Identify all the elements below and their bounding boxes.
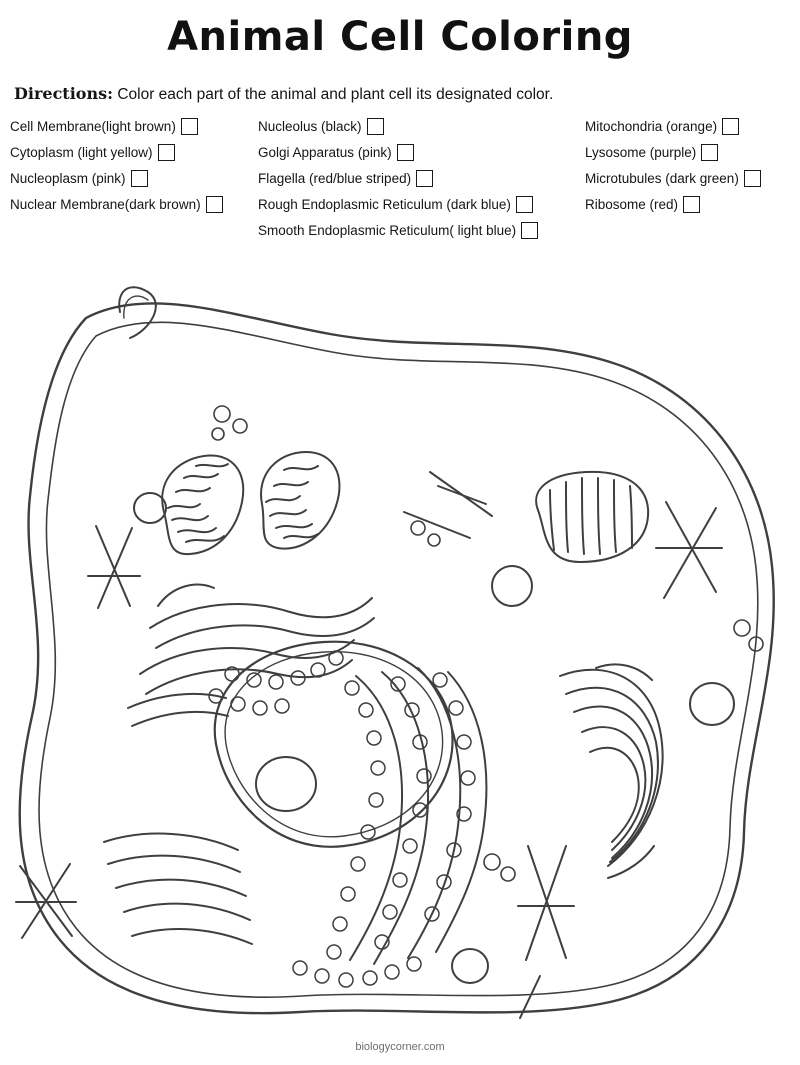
vesicle-5 [428,534,440,546]
mitochondrion-2 [261,452,339,549]
checkbox-cytoplasm[interactable] [158,144,175,161]
vesicle-8 [484,854,500,870]
lysosome-2 [492,566,532,606]
nucleoplasm-outline [225,652,443,837]
list-item[interactable] [585,118,800,135]
checklist-column-2 [258,118,588,248]
ribosomes [209,651,475,959]
checklist-label: Mitochondria (orange) [585,119,718,134]
list-item[interactable] [10,196,260,213]
checkbox-lysosome[interactable] [701,144,718,161]
microtubules [16,472,722,1018]
coloring-checklist [0,118,800,268]
page-title: Animal Cell Coloring [167,14,633,60]
list-item[interactable] [258,144,588,161]
checkbox-golgi-apparatus[interactable] [397,144,414,161]
lysosome-4 [452,949,488,983]
list-item[interactable] [585,170,800,187]
directions-label: Directions: [14,84,113,103]
checklist-column-1 [10,118,260,222]
worksheet-page [0,8,800,1065]
list-item[interactable] [10,170,260,187]
checklist-label: Rough Endoplasmic Reticulum (dark blue) [258,197,511,212]
lower-tubules [104,834,252,944]
checkbox-flagella[interactable] [416,170,433,187]
site-credit: biologycorner.com [355,1041,445,1053]
flagellum-2 [124,296,148,318]
vesicle-9 [501,867,515,881]
checkbox-nucleolus[interactable] [367,118,384,135]
vesicle-3 [212,428,224,440]
checklist-label: Nucleolus (black) [258,119,362,134]
list-item[interactable] [258,170,588,187]
list-item[interactable] [258,118,588,135]
smooth-endoplasmic-reticulum [128,585,374,726]
vesicle-1 [214,406,230,422]
cell-membrane-outline [20,303,774,1013]
mitochondrion-1 [162,455,243,554]
list-item[interactable] [585,196,800,213]
checklist-label: Smooth Endoplasmic Reticulum( light blue) [258,223,517,238]
animal-cell-diagram [0,276,800,1036]
list-item[interactable] [10,118,260,135]
lysosome-3 [690,683,734,725]
checkbox-nucleoplasm[interactable] [131,170,148,187]
checklist-label: Cytoplasm (light yellow) [10,145,153,160]
golgi-apparatus [560,664,663,878]
mitochondrion-3 [536,472,648,562]
directions-text: Color each part of the animal and plant cell its designated color. [117,86,554,103]
list-item[interactable] [258,222,588,239]
checkbox-smooth-er[interactable] [521,222,538,239]
checklist-label: Microtubules (dark green) [585,171,739,186]
checklist-label: Cell Membrane(light brown) [10,119,176,134]
cytoplasm-outline [39,322,758,997]
checkbox-rough-er[interactable] [516,196,533,213]
list-item[interactable] [585,144,800,161]
checkbox-microtubules[interactable] [744,170,761,187]
checkbox-nuclear-membrane[interactable] [206,196,223,213]
checklist-label: Flagella (red/blue striped) [258,171,412,186]
list-item[interactable] [258,196,588,213]
vesicle-6 [734,620,750,636]
checklist-label: Lysosome (purple) [585,145,697,160]
checkbox-ribosome[interactable] [683,196,700,213]
checkbox-mitochondria[interactable] [722,118,739,135]
checklist-label: Ribosome (red) [585,197,679,212]
checklist-label: Nucleoplasm (pink) [10,171,126,186]
vesicle-2 [233,419,247,433]
ribosomes-lower [293,957,421,987]
checkbox-cell-membrane[interactable] [181,118,198,135]
checklist-label: Golgi Apparatus (pink) [258,145,392,160]
list-item[interactable] [10,144,260,161]
checklist-label: Nuclear Membrane(dark brown) [10,197,201,212]
directions [14,84,800,104]
flagellum-1 [119,287,156,338]
nucleolus [256,757,316,811]
vesicle-4 [411,521,425,535]
lysosome-1 [134,493,166,523]
checklist-column-3 [585,118,800,222]
